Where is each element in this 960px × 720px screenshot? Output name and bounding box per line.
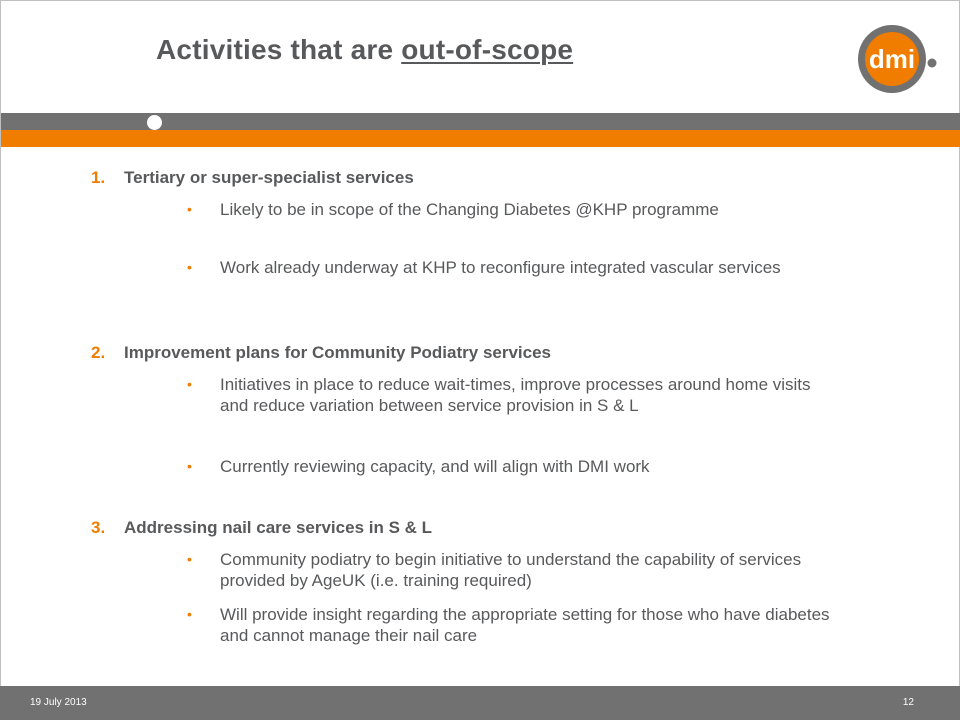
bullet-icon: • (187, 259, 192, 275)
footer-bar (0, 686, 960, 720)
slide-title (156, 34, 573, 66)
item-number: 2. (91, 343, 106, 362)
item-heading: Addressing nail care services in S & L (124, 518, 433, 537)
footer-date: 19 July 2013 (30, 697, 87, 708)
bullet-text: Currently reviewing capacity, and will align with DMI work (220, 457, 650, 476)
list-item-heading (91, 343, 551, 363)
bullet-text: Will provide insight regarding the appropriate setting for those who have diabetes and cannot manage their nail care (220, 605, 830, 645)
bullet-text: Work already underway at KHP to reconfigure integrated vascular services (220, 258, 781, 277)
list-item-bullet (187, 374, 830, 416)
page-number: 12 (902, 697, 914, 708)
item-heading: Improvement plans for Community Podiatry services (124, 343, 552, 362)
item-number: 3. (91, 518, 106, 537)
bullet-icon: • (187, 376, 192, 392)
logo-text: dmi (868, 44, 916, 74)
item-heading: Tertiary or super-specialist services (124, 168, 414, 187)
band-dot (147, 115, 162, 130)
bullet-text: Community podiatry to begin initiative to understand the capability of services provided by AgeUK (i.e. training required) (220, 550, 802, 590)
title-underlined: out-of-scope (401, 34, 574, 65)
header-band-orange (1, 130, 960, 147)
list-item-bullet (187, 549, 830, 591)
bullet-text: Likely to be in scope of the Changing Diabetes @KHP programme (220, 200, 719, 219)
list-item-bullet (187, 604, 830, 646)
dmi-logo (856, 21, 938, 97)
bullet-text: Initiatives in place to reduce wait-times, improve processes around home visits and reduce variation between service provision in S & L (220, 375, 811, 415)
list-item-heading (91, 168, 414, 188)
list-item-bullet (187, 199, 830, 220)
list-item-bullet (187, 456, 830, 477)
bullet-icon: • (187, 458, 192, 474)
list-item-bullet (187, 257, 830, 278)
bullet-icon: • (187, 201, 192, 217)
header-band-gray (1, 113, 960, 130)
bullet-icon: • (187, 606, 192, 622)
title-prefix: Activities that are (156, 34, 394, 65)
list-item-heading (91, 518, 432, 538)
item-number: 1. (91, 168, 106, 187)
bullet-icon: • (187, 551, 192, 567)
